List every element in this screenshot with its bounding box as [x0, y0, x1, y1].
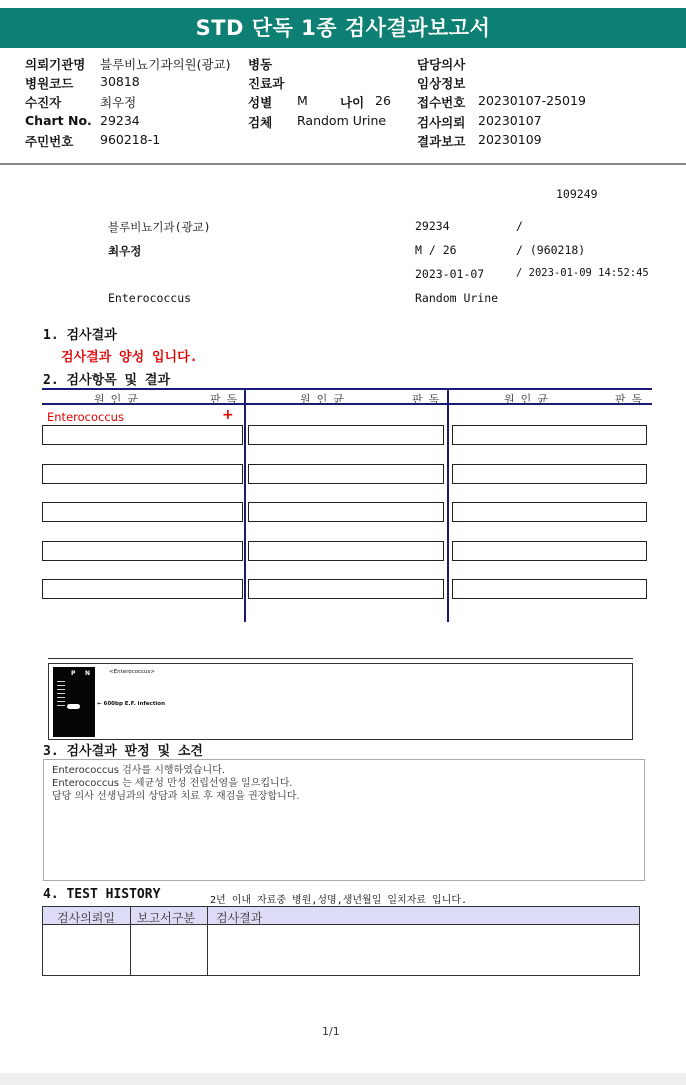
- col-head-result: 판독: [615, 393, 649, 406]
- ladder-band: [57, 705, 65, 706]
- result-cell: [42, 541, 243, 561]
- header-value: Random Urine: [297, 113, 387, 128]
- received-date: 2023-01-07: [415, 267, 485, 281]
- section-2-heading: 2. 검사항목 및 결과: [43, 373, 171, 388]
- header-value: 20230107: [478, 113, 542, 128]
- header-label: 의뢰기관명: [25, 57, 86, 72]
- history-note: 2년 이내 자료중 병원,성명,생년월일 일치자료 입니다.: [210, 895, 468, 906]
- ladder-band: [57, 693, 65, 694]
- history-col-divider: [130, 907, 131, 975]
- ladder-band: [57, 685, 65, 686]
- history-col-header: 검사의뢰일: [57, 911, 115, 925]
- result-cell: [42, 464, 243, 484]
- history-header: [43, 907, 639, 925]
- chart-number: 29234: [415, 219, 450, 233]
- result-cell: [42, 425, 243, 445]
- header-label: 접수번호: [417, 95, 466, 110]
- report-code: 109249: [556, 187, 598, 201]
- ladder-band: [57, 697, 65, 698]
- header-label: 병동: [248, 57, 273, 72]
- col-head-result: 판독: [412, 393, 446, 406]
- patient-name: 최우정: [108, 244, 142, 258]
- comment-box: [43, 759, 645, 881]
- header-label: 성별: [248, 95, 273, 110]
- header-label: 임상정보: [417, 76, 466, 91]
- header-row: [0, 55, 686, 74]
- result-cell: [248, 464, 444, 484]
- comment-line: Enterococcus 는 세균성 만성 전립선염을 일으킵니다.: [52, 778, 293, 789]
- page-bottom-band: [0, 1073, 686, 1085]
- gel-title: <Enterococcus>: [109, 669, 156, 675]
- gel-electrophoresis-image: [53, 667, 95, 737]
- header-value: 30818: [100, 74, 140, 89]
- header-value: 26: [375, 93, 391, 108]
- page-number: 1/1: [322, 1025, 340, 1038]
- lane-label: P: [71, 670, 76, 677]
- header-value: 20230109: [478, 132, 542, 147]
- result-cell: [452, 425, 647, 445]
- gel-image-box: [48, 663, 633, 740]
- header-label: 수진자: [25, 95, 62, 110]
- header-label: 나이: [340, 95, 365, 110]
- header-value: M: [297, 93, 308, 108]
- reported-datetime: / 2023-01-09 14:52:45: [516, 267, 649, 279]
- grid-divider: [447, 388, 449, 622]
- ladder-band: [57, 701, 65, 702]
- history-table: [42, 906, 640, 976]
- header-divider: [0, 163, 686, 165]
- birth-date: / (960218): [516, 243, 586, 257]
- section-3-heading: 3. 검사결과 판정 및 소견: [43, 744, 203, 759]
- chart-separator: /: [516, 219, 523, 233]
- result-grid-header: [42, 388, 652, 405]
- positive-result-text: 검사결과 양성 입니다.: [61, 350, 198, 365]
- result-cell: [248, 502, 444, 522]
- organism-name: Enterococcus: [108, 291, 192, 305]
- col-head-result: 판독: [210, 393, 244, 406]
- result-cell: [248, 425, 444, 445]
- header-info: [0, 55, 686, 165]
- result-cell: [452, 541, 647, 561]
- comment-line: Enterococcus 검사를 시행하였습니다.: [52, 765, 226, 776]
- result-cell: [248, 579, 444, 599]
- header-label: 담당의사: [417, 57, 466, 72]
- history-col-header: 검사결과: [216, 911, 263, 925]
- gel-top-line: [48, 658, 633, 659]
- result-cell: [42, 502, 243, 522]
- pathogen-name: Enterococcus: [47, 410, 124, 424]
- header-label: 진료과: [248, 76, 285, 91]
- col-head-pathogen: 원인균: [300, 393, 350, 406]
- header-value: 29234: [100, 113, 140, 128]
- header-label: 검사의뢰: [417, 115, 466, 130]
- result-cell: [452, 502, 647, 522]
- sex-age: M / 26: [415, 243, 457, 257]
- header-label: 검체: [248, 115, 273, 130]
- header-row: [0, 132, 686, 151]
- col-head-pathogen: 원인균: [504, 393, 554, 406]
- col-head-pathogen: 원인균: [94, 393, 144, 406]
- lane-label: N: [85, 670, 91, 677]
- header-value: 20230107-25019: [478, 93, 586, 108]
- history-col-divider: [207, 907, 208, 975]
- header-row: [0, 113, 686, 132]
- gel-marker-label: ← 600bp E.F. infection: [97, 701, 165, 707]
- positive-band: [67, 704, 80, 709]
- history-col-header: 보고서구분: [137, 911, 195, 925]
- pathogen-result: +: [222, 407, 234, 423]
- section-1-heading: 1. 검사결과: [43, 328, 117, 343]
- result-cell: [452, 579, 647, 599]
- result-cell: [452, 464, 647, 484]
- result-cell: [248, 541, 444, 561]
- header-value: 블루비뇨기과의원(광교): [100, 57, 231, 72]
- header-value: 최우정: [100, 95, 137, 110]
- header-label: 결과보고: [417, 134, 466, 149]
- report-title: STD 단독 1종 검사결과보고서: [0, 8, 686, 48]
- header-row: [0, 74, 686, 93]
- header-row: [0, 93, 686, 112]
- ladder-band: [57, 681, 65, 682]
- comment-line: 담당 의사 선생님과의 상담과 치료 후 재검을 권장합니다.: [52, 791, 300, 802]
- header-label: Chart No.: [25, 113, 92, 128]
- section-4-heading: 4. TEST HISTORY: [43, 887, 161, 902]
- header-label: 주민번호: [25, 134, 74, 149]
- grid-divider: [244, 388, 246, 622]
- result-cell: [42, 579, 243, 599]
- specimen-type: Random Urine: [415, 291, 499, 305]
- header-label: 병원코드: [25, 76, 74, 91]
- header-value: 960218-1: [100, 132, 161, 147]
- clinic-name: 블루비뇨기과(광교): [108, 220, 211, 234]
- ladder-band: [57, 689, 65, 690]
